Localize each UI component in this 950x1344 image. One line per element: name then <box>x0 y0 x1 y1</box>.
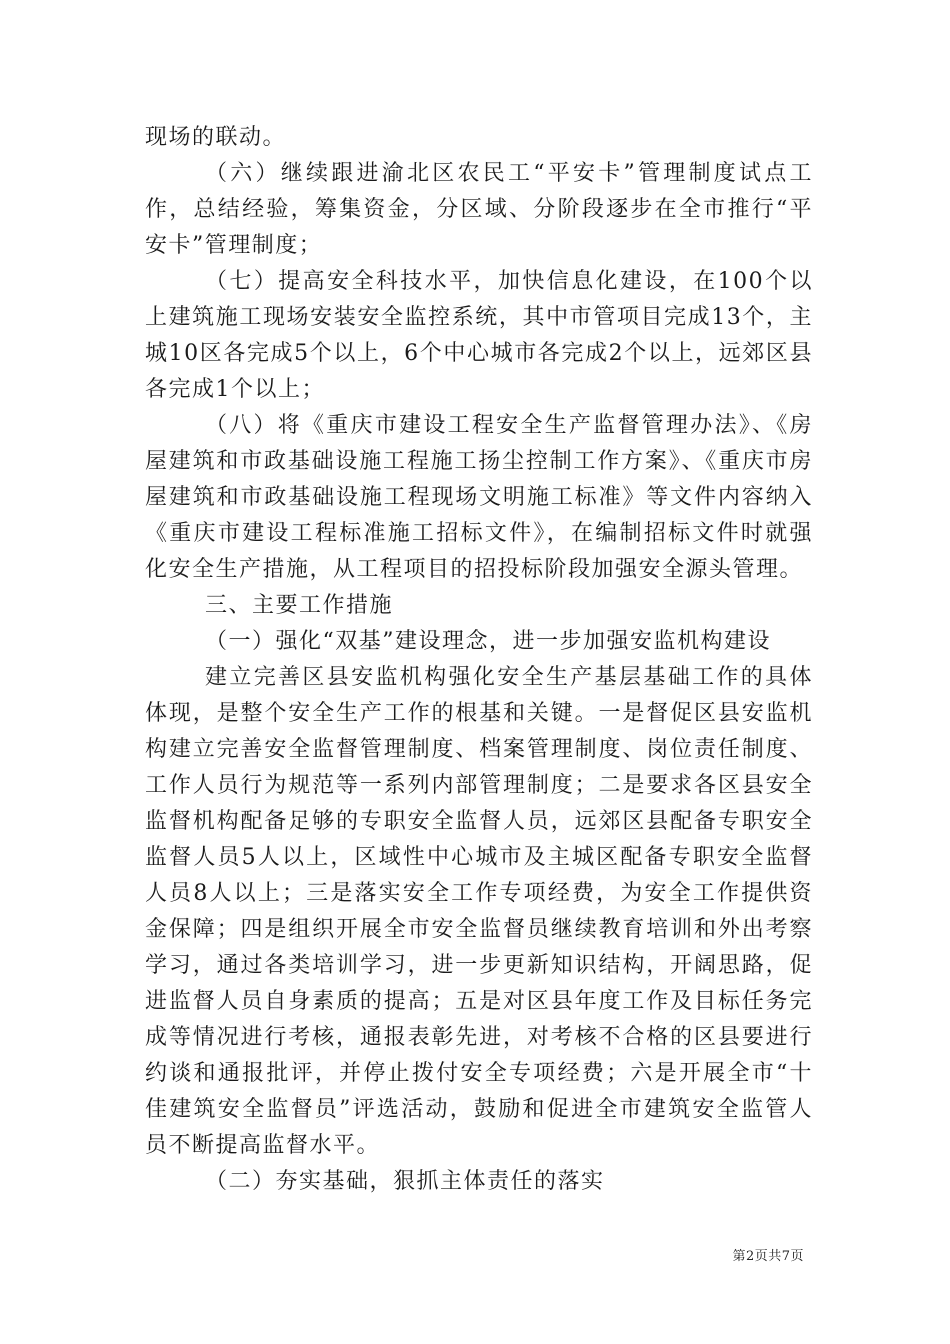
subheading-2: （二）夯实基础，狠抓主体责任的落实 <box>205 1169 605 1194</box>
paragraph-continuation: 现场的联动。 <box>145 125 287 150</box>
paragraph-measures-body: 建立完善区县安监机构强化安全生产基层基础工作的具体体现，是整个安全生产工作的根基和关键。一是督促区县安监机构建立完善安全监督管理制度、档案管理制度、岗位责任制度、工作人员行为规范等一系列内部管理制度；二是要求各区县安全监督机构配备足够的专职安全监督人员，远郊区县配备专职安全监督人员5人以上，区域性中心城市及主城区配备专职安全监督人员8人以上；三是落实安全工作专项经费，为安全工作提供资金保障；四是组织开展全市安全监督员继续教育培训和外出考察学习，通过各类培训学习，进一步更新知识结构，开阔思路，促进监督人员自身素质的提高；五是对区县年度工作及目标任务完成等情况进行考核，通报表彰先进，对考核不合格的区县要进行约谈和通报批评，并停止拨付安全专项经费；六是开展全市“十佳建筑安全监督员”评选活动，鼓励和促进全市建筑安全监管人员不断提高监督水平。 <box>145 665 813 1158</box>
document-body <box>145 120 813 1200</box>
paragraph-item-7: （七）提高安全科技水平，加快信息化建设，在100个以上建筑施工现场安装安全监控系统，其中市管项目完成13个，主城10区各完成5个以上，6个中心城市各完成2个以上，远郊区县各完成1个以上； <box>145 269 813 402</box>
subheading-1: （一）强化“双基”建设理念，进一步加强安监机构建设 <box>205 629 771 654</box>
page-number: 第2页共7页 <box>732 1249 804 1264</box>
section-heading-3: 三、主要工作措施 <box>205 593 394 618</box>
paragraph-item-8: （八）将《重庆市建设工程安全生产监督管理办法》、《房屋建筑和市政基础设施工程施工扬尘控制工作方案》、《重庆市房屋建筑和市政基础设施工程现场文明施工标准》等文件内容纳入《重庆市建设工程标准施工招标文件》，在编制招标文件时就强化安全生产措施，从工程项目的招投标阶段加强安全源头管理。 <box>145 413 813 582</box>
paragraph-item-6: （六）继续跟进渝北区农民工“平安卡”管理制度试点工作，总结经验，筹集资金，分区域、分阶段逐步在全市推行“平安卡”管理制度； <box>145 161 813 258</box>
